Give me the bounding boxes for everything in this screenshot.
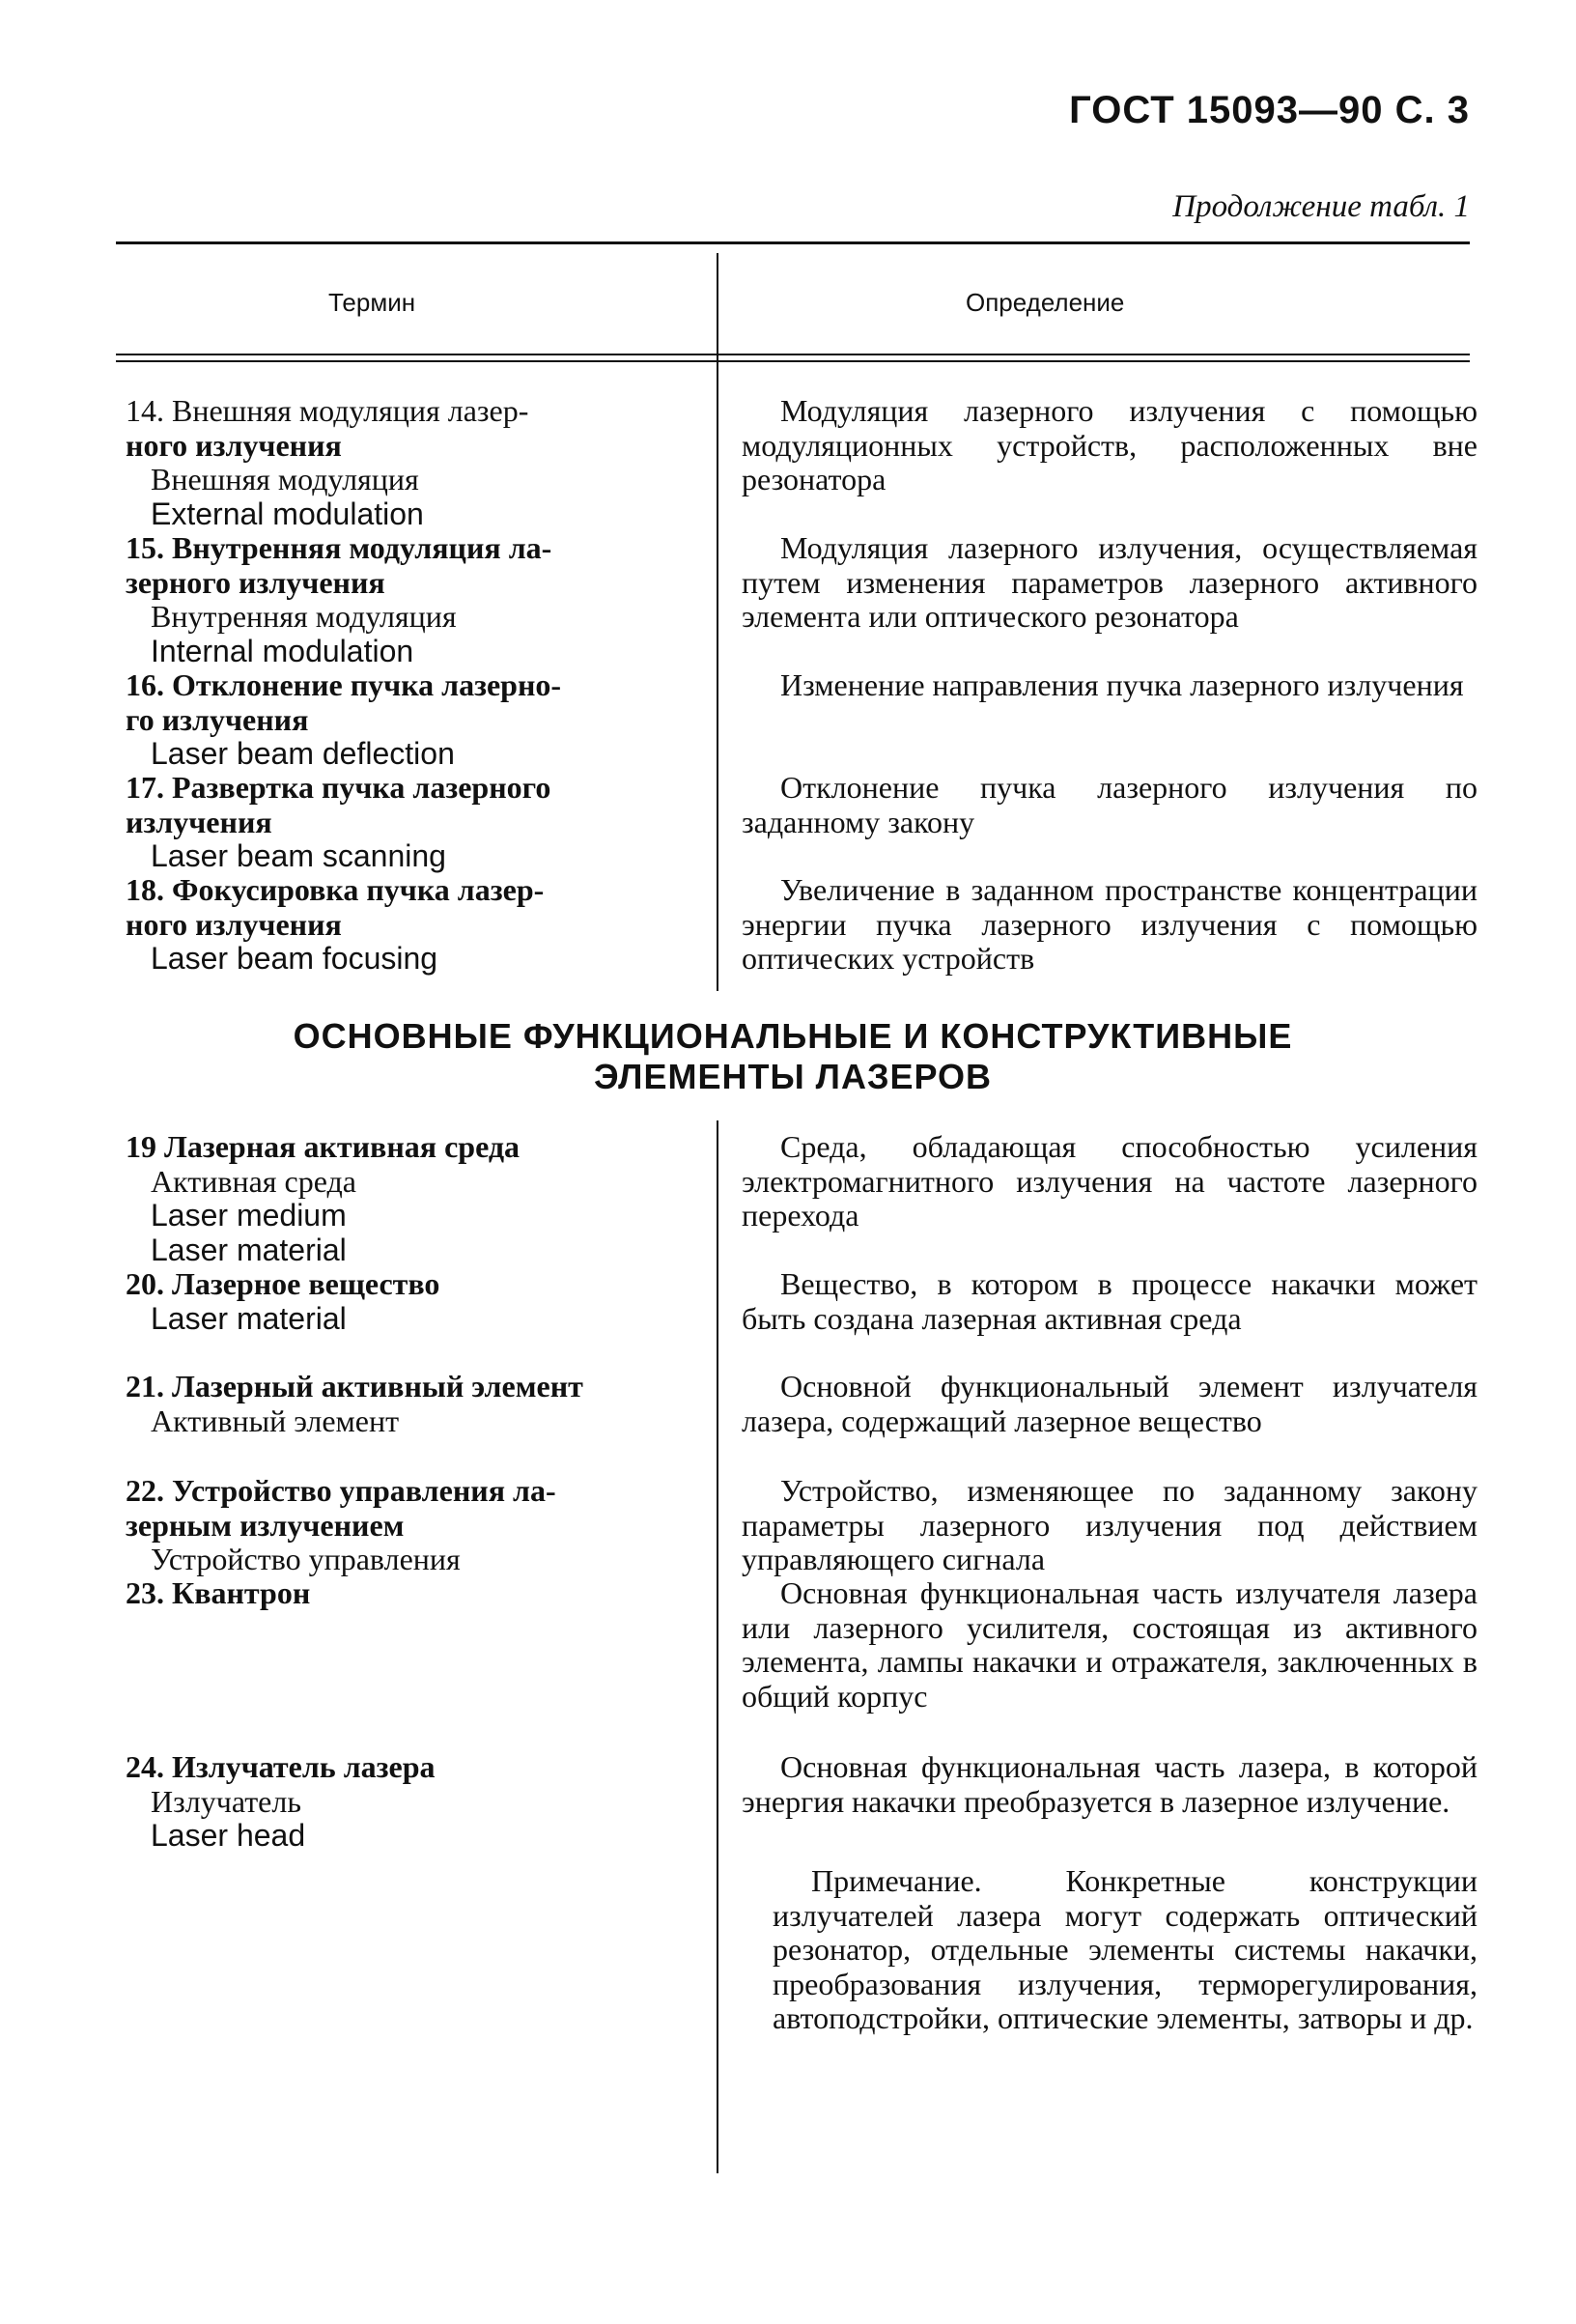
- term-title-line: го излучения: [126, 701, 309, 737]
- term-english: Laser material: [151, 1232, 347, 1267]
- table-continuation-label: Продолжение табл. 1: [1172, 189, 1470, 224]
- term-title-line: 18. Фокусировка пучка лазер-: [126, 872, 545, 907]
- term-title-line: ного излучения: [126, 906, 342, 942]
- definition-19: Среда, обладающая способностью усиления электромагнитного излучения на частоте лазерного перехода: [742, 1129, 1478, 1233]
- term-title-line: 16. Отклонение пучка лазерно-: [126, 667, 562, 702]
- term-english: Laser head: [151, 1818, 306, 1853]
- term-entry-24: [126, 1750, 695, 1854]
- term-entry-14: [126, 394, 695, 531]
- definition-23: Основная функциональная часть излучателя лазера или лазерного усилителя, состоящая из активного элемента, лампы накачки и отражателя, заключенных в общий корпус: [742, 1575, 1478, 1714]
- section-title-line: ЭЛЕМЕНТЫ ЛАЗЕРОВ: [593, 1057, 993, 1096]
- term-english: Internal modulation: [151, 633, 414, 668]
- definition-20: Вещество, в котором в процессе накачки может быть создана лазерная активная среда: [742, 1266, 1478, 1336]
- term-english: Laser medium: [151, 1198, 347, 1233]
- term-english: External modulation: [151, 496, 424, 531]
- term-synonym: Устройство управления: [151, 1542, 461, 1576]
- term-entry-20: [126, 1267, 695, 1336]
- term-english: Laser material: [151, 1300, 347, 1336]
- term-entry-17: [126, 771, 695, 874]
- column-header-term: Термин: [328, 288, 416, 317]
- definition-24: Основная функциональная часть лазера, в которой энергия накачки преобразуется в лазерное излучение.: [742, 1749, 1478, 1819]
- term-title-line: 22. Устройство управления ла-: [126, 1473, 556, 1508]
- term-entry-16: [126, 668, 695, 772]
- column-header-definition: Определение: [966, 288, 1125, 317]
- term-synonym: Излучатель: [151, 1783, 301, 1819]
- definition-17: Отклонение пучка лазерного излучения по заданному закону: [742, 770, 1478, 839]
- term-synonym: Внешняя модуляция: [151, 462, 419, 496]
- column-divider: [717, 1120, 718, 2173]
- term-english: Laser beam scanning: [151, 838, 446, 873]
- term-title-line: 20. Лазерное вещество: [126, 1266, 440, 1301]
- term-synonym: Активная среда: [151, 1163, 356, 1199]
- term-title-line: 21. Лазерный активный элемент: [126, 1369, 583, 1403]
- column-divider: [717, 253, 718, 991]
- term-title-line: 23. Квантрон: [126, 1575, 311, 1610]
- definition-note: Примечание. Конкретные конструкции излучателей лазера могут содержать оптический резонатор, отдельные элементы системы накачки, преобразования излучения, терморегулирования, автоподстройки, оптические элементы, затворы и др.: [773, 1863, 1478, 2035]
- term-entry-23: [126, 1576, 695, 1611]
- term-title-line: 15. Внутренняя модуляция ла-: [126, 530, 552, 565]
- term-entry-21: [126, 1370, 695, 1438]
- term-title-line: излучения: [126, 804, 272, 839]
- term-title-line: 14. Внешняя модуляция лазер-: [126, 393, 529, 428]
- term-english: Laser beam deflection: [151, 736, 455, 771]
- term-title-line: 17. Развертка пучка лазерного: [126, 770, 551, 805]
- term-entry-22: [126, 1474, 695, 1577]
- term-entry-19: [126, 1130, 695, 1267]
- term-english: Laser beam focusing: [151, 941, 438, 976]
- definition-21: Основной функциональный элемент излучателя лазера, содержащий лазерное вещество: [742, 1369, 1478, 1438]
- term-synonym: Внутренняя модуляция: [151, 599, 457, 634]
- term-title-line: зерным излучением: [126, 1507, 405, 1543]
- term-synonym: Активный элемент: [151, 1403, 400, 1438]
- term-entry-15: [126, 531, 695, 668]
- definition-14: Модуляция лазерного излучения с помощью модуляционных устройств, расположенных вне резонатора: [742, 393, 1478, 496]
- section-title: [116, 1016, 1470, 1097]
- term-title-line: зерного излучения: [126, 564, 385, 600]
- term-title-line: 24. Излучатель лазера: [126, 1749, 436, 1784]
- term-entry-18: [126, 873, 695, 977]
- header-rule: [116, 354, 1470, 355]
- term-title-line: 19 Лазерная активная среда: [126, 1129, 521, 1164]
- definition-15: Модуляция лазерного излучения, осуществляемая путем изменения параметров лазерного активного элемента или оптического резонатора: [742, 530, 1478, 634]
- definition-16: Изменение направления пучка лазерного излучения: [780, 667, 1464, 702]
- section-title-line: ОСНОВНЫЕ ФУНКЦИОНАЛЬНЫЕ И КОНСТРУКТИВНЫЕ: [293, 1016, 1293, 1056]
- header-rule-double: [116, 360, 1470, 362]
- term-title-line: ного излучения: [126, 427, 342, 463]
- page-header: ГОСТ 15093—90 С. 3: [1069, 89, 1470, 131]
- definition-18: Увеличение в заданном пространстве концентрации энергии пучка лазерного излучения с помощью оптических устройств: [742, 872, 1478, 976]
- definition-22: Устройство, изменяющее по заданному закону параметры лазерного излучения под действием управляющего сигнала: [742, 1473, 1478, 1576]
- table-top-rule: [116, 241, 1470, 244]
